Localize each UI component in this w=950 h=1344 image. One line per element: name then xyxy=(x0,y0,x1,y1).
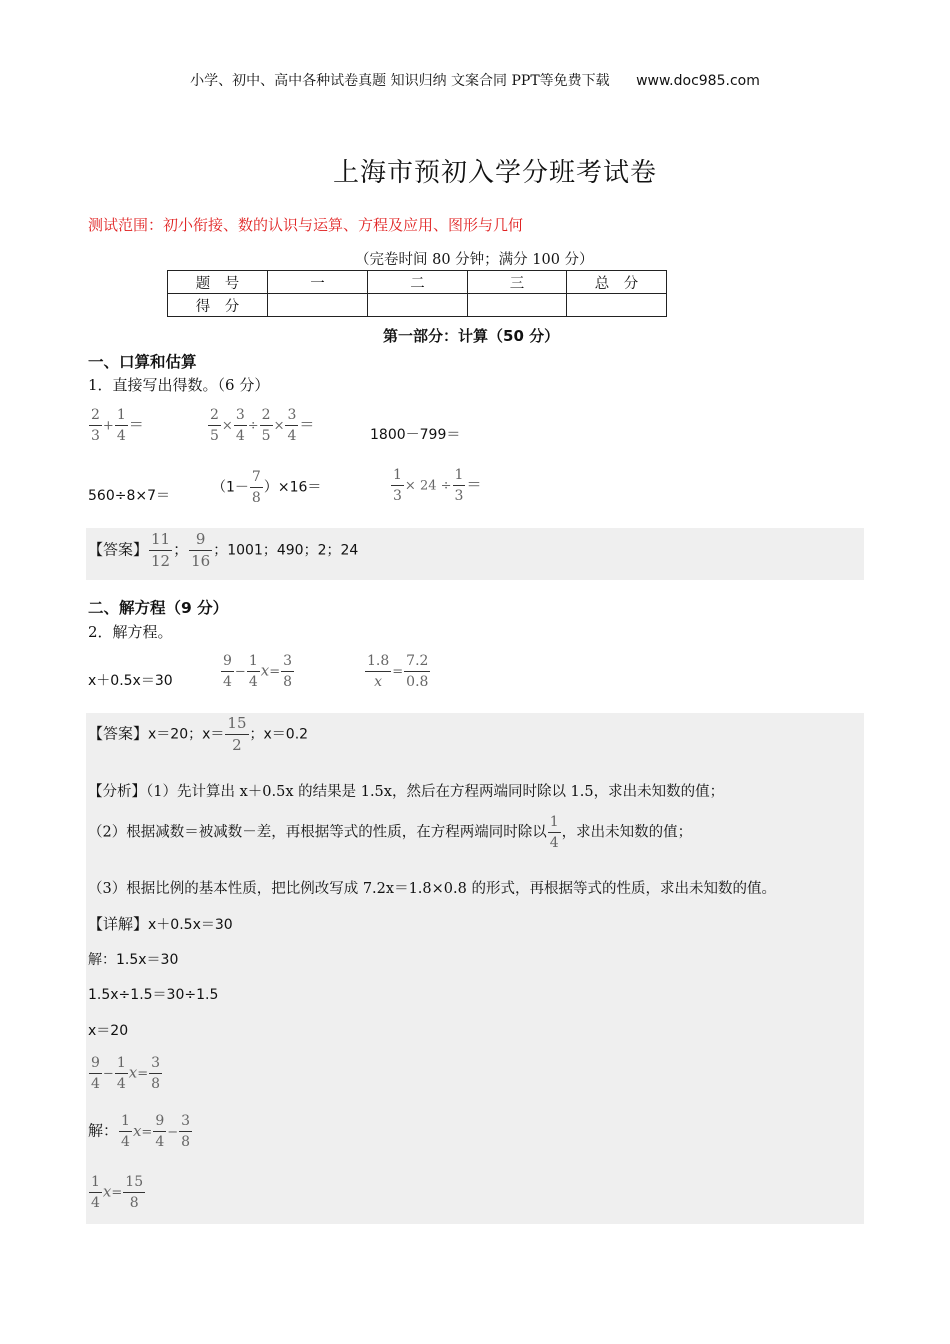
equals: ＝ xyxy=(128,415,144,434)
equals: = xyxy=(137,1066,149,1082)
frac-den: x xyxy=(365,671,391,689)
analysis-text: ，求出未知数的值； xyxy=(561,824,693,841)
frac-num: 9 xyxy=(91,1055,100,1071)
table-cell xyxy=(468,294,567,317)
operator: ÷ xyxy=(247,418,259,434)
frac-num: 1 xyxy=(116,407,126,423)
variable: x xyxy=(132,1121,142,1140)
frac-den: 16 xyxy=(191,552,211,570)
detail-step: 解：1.5x＝30 xyxy=(88,952,179,968)
operator: × xyxy=(221,418,233,434)
frac-den: 4 xyxy=(89,1192,102,1210)
variable: x xyxy=(102,1182,112,1201)
frac-num: 1 xyxy=(248,653,258,669)
table-cell xyxy=(567,294,667,317)
table-cell: 一 xyxy=(268,271,368,294)
time-note: （完卷时间 80 分钟；满分 100 分） xyxy=(355,252,594,268)
frac-num: 1 xyxy=(393,467,402,483)
equation-1: x＋0.5x＝30 xyxy=(88,673,173,689)
frac-den: 4 xyxy=(247,671,260,689)
question-1: 1．直接写出得数。（6 分） xyxy=(88,376,270,394)
analysis-text: （2）根据减数＝被减数－差，再根据等式的性质，在方程两端同时除以 xyxy=(88,824,547,841)
equals: = xyxy=(111,1185,123,1201)
frac-num: 2 xyxy=(210,407,219,423)
page-title: 上海市预初入学分班考试卷 xyxy=(332,158,657,188)
equals: = xyxy=(141,1124,153,1140)
analysis-line-3: （3）根据比例的基本性质，把比例改写成 7.2x＝1.8×0.8 的形式，再根据等式的性质，求出未知数的值。 xyxy=(88,881,776,897)
frac-num: 1 xyxy=(549,814,559,830)
answer-rest: ；1001；490；2；24 xyxy=(213,542,359,559)
question-2: 2．解方程。 xyxy=(88,623,173,641)
frac-den: 8 xyxy=(123,1192,145,1210)
detail-step xyxy=(88,1114,193,1149)
frac-den: 8 xyxy=(250,487,263,505)
answer-1 xyxy=(88,532,358,569)
frac-den: 4 xyxy=(115,425,128,443)
frac-den: 5 xyxy=(260,425,273,443)
expr-prefix: （1－ xyxy=(212,479,249,496)
frac-num: 1.8 xyxy=(367,653,390,669)
frac-den: 8 xyxy=(179,1131,192,1149)
frac-den: 5 xyxy=(208,425,221,443)
section-heading: 一、口算和估算 xyxy=(88,353,197,371)
table-cell: 总 分 xyxy=(567,271,667,294)
frac-den: 4 xyxy=(234,425,247,443)
problem-6 xyxy=(390,468,481,503)
frac-den: 4 xyxy=(89,1073,102,1091)
frac-den: 3 xyxy=(391,485,404,503)
frac-num: 3 xyxy=(283,653,293,669)
expr-suffix: ）×16＝ xyxy=(263,479,322,496)
frac-num: 15 xyxy=(125,1174,144,1190)
frac-den: 4 xyxy=(119,1131,132,1149)
frac-den: 12 xyxy=(151,552,171,570)
detail-step xyxy=(88,1175,146,1210)
frac-den: 3 xyxy=(453,485,466,503)
section-heading: 二、解方程（9 分） xyxy=(88,599,229,617)
detail-step xyxy=(88,1056,163,1091)
problem-2 xyxy=(207,408,314,443)
header-text: 小学、初中、高中各种试卷真题 知识归纳 文案合同 PPT等免费下载 xyxy=(190,73,610,89)
answer-label: 【答案】 xyxy=(88,724,149,743)
frac-num: 1 xyxy=(91,1174,100,1190)
equals: ＝ xyxy=(299,415,315,434)
problem-1 xyxy=(88,408,144,443)
table-cell: 二 xyxy=(368,271,468,294)
frac-num: 7 xyxy=(251,469,261,485)
frac-num: 9 xyxy=(155,1113,165,1129)
operator: + xyxy=(102,418,114,434)
table-cell: 得 分 xyxy=(168,294,268,317)
detail-step: 1.5x÷1.5＝30÷1.5 xyxy=(88,987,219,1003)
frac-den: 4 xyxy=(221,671,234,689)
answer-part-b: ；x＝0.2 xyxy=(249,726,309,743)
frac-den: 4 xyxy=(115,1073,128,1091)
analysis-label: 【分析】 xyxy=(88,784,146,800)
frac-num: 3 xyxy=(151,1055,161,1071)
frac-num: 3 xyxy=(287,407,297,423)
operator: − xyxy=(102,1066,114,1082)
frac-den: 4 xyxy=(285,425,298,443)
table-cell xyxy=(268,294,368,317)
equation-2 xyxy=(220,654,295,689)
answer-part-a: x＝20；x＝ xyxy=(148,726,225,743)
frac-den: 0.8 xyxy=(404,671,430,689)
detail-step: x＝20 xyxy=(88,1023,129,1039)
test-scope: 测试范围：初小衔接、数的认识与运算、方程及应用、图形与几何 xyxy=(88,216,524,234)
frac-num: 1 xyxy=(121,1113,130,1129)
problem-3: 1800－799＝ xyxy=(370,427,461,443)
detail-label: 【详解】 xyxy=(88,915,149,933)
table-cell: 三 xyxy=(468,271,567,294)
operator: × xyxy=(273,418,285,434)
analysis-line-2 xyxy=(88,815,692,850)
frac-den: 3 xyxy=(89,425,102,443)
frac-den: 8 xyxy=(281,671,294,689)
score-table xyxy=(167,270,667,317)
equals: = xyxy=(392,664,404,680)
frac-num: 2 xyxy=(91,407,100,423)
separator: ； xyxy=(173,540,189,559)
problem-4: 560÷8×7＝ xyxy=(88,488,170,504)
frac-num: 11 xyxy=(151,530,171,548)
frac-num: 15 xyxy=(227,714,247,732)
frac-num: 1 xyxy=(116,1055,126,1071)
page-header xyxy=(0,70,950,90)
analysis-line-1 xyxy=(88,780,724,801)
frac-num: 3 xyxy=(235,407,245,423)
header-url[interactable]: www.doc985.com xyxy=(636,73,760,89)
detail-text: x＋0.5x＝30 xyxy=(148,917,233,933)
frac-num: 1 xyxy=(454,467,464,483)
problem-5 xyxy=(212,470,321,505)
frac-num: 2 xyxy=(261,407,271,423)
table-cell: 题 号 xyxy=(168,271,268,294)
part-heading: 第一部分：计算（50 分） xyxy=(383,327,560,345)
frac-num: 3 xyxy=(181,1113,191,1129)
operator: × 24 ÷ xyxy=(404,478,452,494)
operator: − xyxy=(234,664,246,680)
variable: x xyxy=(260,661,270,680)
frac-num: 9 xyxy=(195,530,206,548)
answer-label: 【答案】 xyxy=(88,540,149,559)
analysis-text: （1）先计算出 x＋0.5x 的结果是 1.5x，然后在方程两端同时除以 1.5，求出未知数的值； xyxy=(146,784,725,800)
equals: = xyxy=(269,664,281,680)
frac-den: 8 xyxy=(149,1073,162,1091)
detail-line-1 xyxy=(88,913,233,934)
table-cell xyxy=(368,294,468,317)
variable: x xyxy=(128,1063,138,1082)
operator: − xyxy=(167,1124,179,1140)
frac-num: 7.2 xyxy=(406,653,429,669)
detail-prefix: 解： xyxy=(88,1121,119,1140)
frac-num: 9 xyxy=(223,653,232,669)
equation-3 xyxy=(364,654,431,689)
answer-2 xyxy=(88,716,308,753)
frac-den: 4 xyxy=(153,1131,166,1149)
frac-den: 4 xyxy=(548,832,561,850)
table-row xyxy=(168,271,667,294)
table-row xyxy=(168,294,667,317)
equals: ＝ xyxy=(466,475,482,494)
frac-den: 2 xyxy=(225,734,248,753)
